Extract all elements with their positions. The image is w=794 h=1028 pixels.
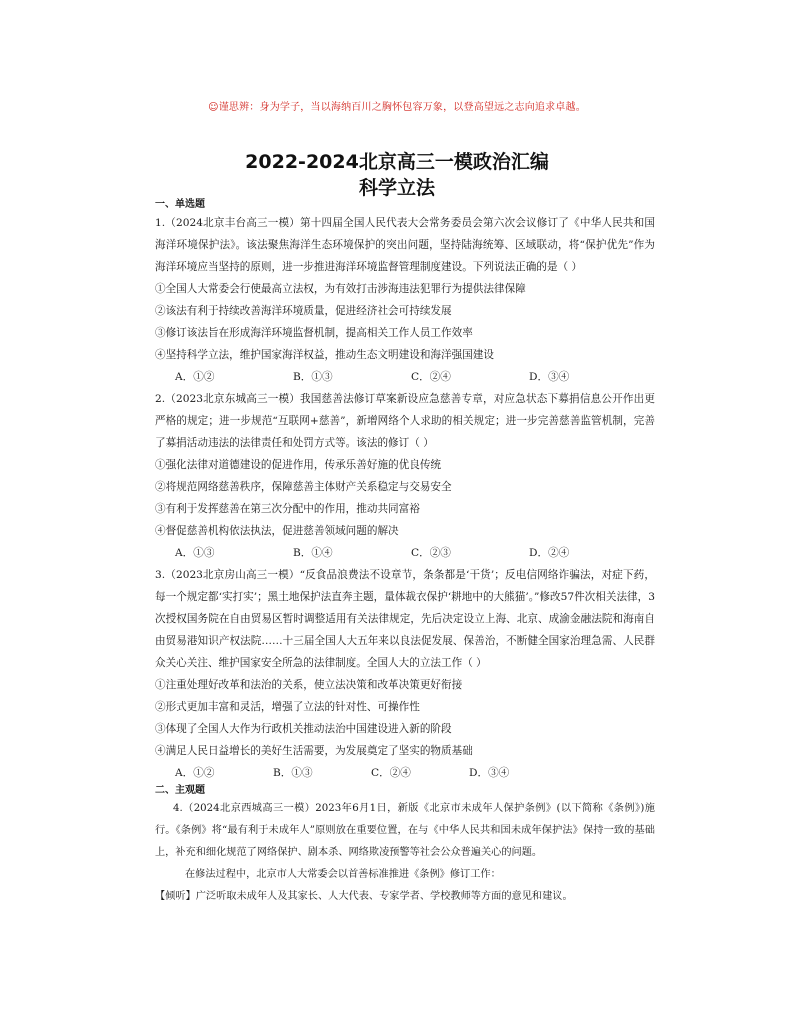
choice-d: D．③④	[529, 371, 570, 383]
choice-b: B．①④	[293, 547, 333, 559]
document-body	[155, 198, 655, 908]
choice-b: B．①③	[273, 767, 313, 779]
question-option: ④督促慈善机构依法执法，促进慈善领域问题的解决	[155, 525, 399, 537]
question-option: ③体现了全国人大作为行政机关推动法治中国建设进入新的阶段	[155, 723, 452, 735]
question-1	[155, 212, 655, 388]
choice-d: D．②④	[529, 547, 570, 559]
choice-c: C．②③	[411, 547, 451, 559]
question-option: ③修订该法旨在形成海洋环境监督机制，提高相关工作人员工作效率	[155, 327, 473, 339]
choice-a: A．①③	[175, 547, 215, 559]
choice-d: D．③④	[469, 767, 510, 779]
answer-choices	[155, 542, 655, 564]
answer-choices	[155, 762, 655, 784]
section-heading-subjective: 二、主观题	[155, 785, 205, 796]
section-heading-single-choice: 一、单选题	[155, 199, 205, 210]
question-option: ①注重处理好改革和法治的关系，使立法决策和改革决策更好衔接	[155, 679, 463, 691]
question-option: ②该法有利于持续改善海洋环境质量，促进经济社会可持续发展	[155, 305, 452, 317]
question-4	[155, 798, 655, 908]
question-option: ④满足人民日益增长的美好生活需要，为发展奠定了坚实的物质基础	[155, 745, 473, 757]
question-option: ①全国人大常委会行使最高立法权，为有效打击涉海违法犯罪行为提供法律保障	[155, 283, 526, 295]
question-option: ②将规范网络慈善秩序，保障慈善主体财产关系稳定与交易安全	[155, 481, 452, 493]
choice-b: B．①③	[293, 371, 333, 383]
question-paragraph: 在修法过程中，北京市人大常委会以首善标准推进《条例》修订工作：	[185, 869, 501, 880]
choice-c: C．②④	[371, 767, 411, 779]
page-subtitle: 科学立法	[358, 177, 435, 199]
question-stem: 1.（2024北京丰台高三一模）第十四届全国人民代表大会常务委员会第六次会议修订了《中华人民共和国海洋环境保护法》。该法聚焦海洋生态环境保护的突出问题，坚持陆海统筹、区域联动，将“保护优先”作为海洋环境应当坚持的原则，进一步推进海洋环境监督管理制度建设。下列说法正确的是（ ）	[155, 217, 655, 273]
question-option: ①强化法律对道德建设的促进作用，传承乐善好施的优良传统	[155, 459, 442, 471]
motto-banner: ☺谨思辨：身为学子，当以海纳百川之胸怀包容万象，以登高望远之志向追求卓越。	[208, 102, 586, 113]
choice-c: C．②④	[411, 371, 451, 383]
choice-a: A．①②	[175, 767, 215, 779]
question-option: ④坚持科学立法，维护国家海洋权益，推动生态文明建设和海洋强国建设	[155, 349, 494, 361]
page-title: 2022-2024北京高三一模政治汇编	[245, 151, 549, 173]
choice-a: A．①②	[175, 371, 215, 383]
question-stem: 4.（2024北京西城高三一模）2023年6月1日，新版《北京市未成年人保护条例》(以下简称《条例》)施行。《条例》将“最有利于未成年人”原则放在重要位置，在与《中华人民共和国未成年保护法》保持一致的基础上，补充和细化规范了网络保护、剧本杀、网络欺凌预警等社会公众普遍关心的问题。	[155, 803, 655, 858]
question-option: ③有利于发挥慈善在第三次分配中的作用，推动共同富裕	[155, 503, 420, 515]
answer-choices	[155, 366, 655, 388]
question-option: ②形式更加丰富和灵活，增强了立法的针对性、可操作性	[155, 701, 420, 713]
question-3	[155, 564, 655, 784]
question-stem: 3.（2023北京房山高三一模）“反食品浪费法不设章节，条条都是‘干货’；反电信网络诈骗法，对症下药，每一个规定都‘实打实’；黑土地保护法直奔主题，量体裁衣保护‘耕地中的大熊猫’。”修改57件次相关法律，3次授权国务院在自由贸易区暂时调整适用有关法律规定，先后决定设立上海、北京、成渝金融法院和海南自由贸易港知识产权法院……十三届全国人大五年来以良法促发展、保善治，不断健全国家治理急需、人民群众关心关注、维护国家安全所急的法律制度。全国人大的立法工作（ ）	[155, 569, 655, 669]
question-2	[155, 388, 655, 564]
question-stem: 2.（2023北京东城高三一模）我国慈善法修订草案新设应急慈善专章，对应急状态下募捐信息公开作出更严格的规定；进一步规范“互联网+慈善”，新增网络个人求助的相关规定；进一步完善慈善监管机制，完善了募捐活动违法的法律责任和处罚方式等。该法的修订（ ）	[155, 393, 655, 449]
question-paragraph: 【倾听】广泛听取未成年人及其家长、人大代表、专家学者、学校教师等方面的意见和建议。	[155, 891, 573, 902]
